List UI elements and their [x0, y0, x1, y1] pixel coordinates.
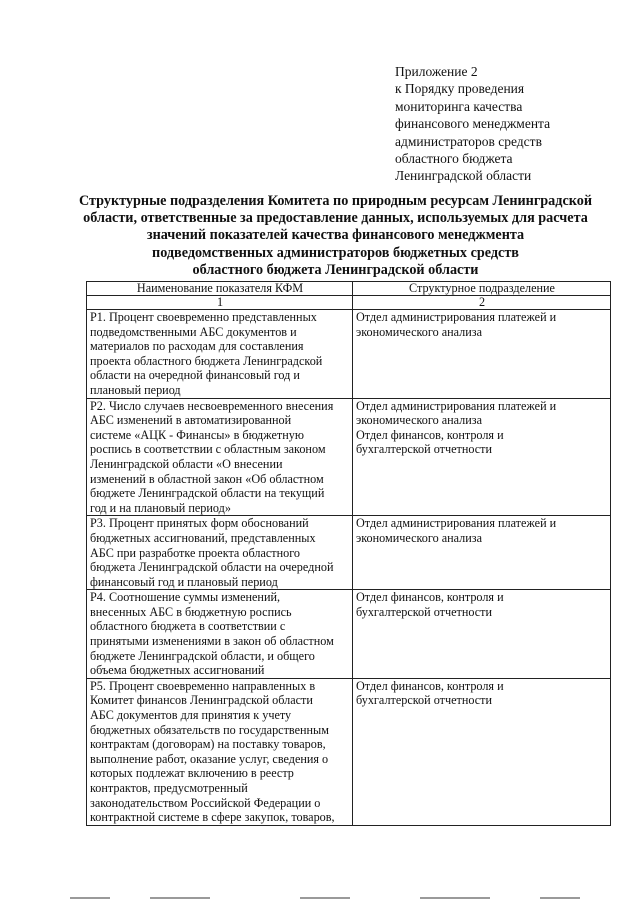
table-row: [87, 590, 611, 679]
scan-edge-marks: [0, 893, 640, 905]
scan-mark: [150, 897, 210, 899]
column-number-row: [87, 296, 611, 310]
table-row: [87, 398, 611, 516]
unit-cell: Отдел администрирования платежей и экономического анализа: [353, 310, 611, 399]
appendix-reference: Приложение 2 к Порядку проведения мониторинга качества финансового менеджмента администраторов средств областного бюджета Ленинградской области: [395, 64, 551, 184]
document-title: Структурные подразделения Комитета по природным ресурсам Ленинградской области, ответственные за предоставление данных, используемых для расчета значений показателей качества финансового менеджмента подведомственных администраторов бюджетных средств областного бюджета Ленинградской области: [78, 193, 593, 278]
scan-mark: [540, 897, 580, 899]
unit-cell: Отдел финансов, контроля и бухгалтерской отчетности: [353, 678, 611, 825]
scan-mark: [300, 897, 350, 899]
table-row: [87, 678, 611, 825]
column-header-unit: Структурное подразделение: [353, 282, 611, 296]
scan-mark: [70, 897, 110, 899]
indicator-cell: Р3. Процент принятых форм обоснований бюджетных ассигнований, представленных АБС при разработке проекта областного бюджета Ленинградской области на очередной финансовый год и плановый период: [87, 516, 353, 590]
responsibility-table: [86, 281, 611, 826]
indicator-cell: Р5. Процент своевременно направленных в Комитет финансов Ленинградской области АБС документов для принятия к учету бюджетных обязательств по государственным контрактам (договорам) на поставку товаров, выполнение работ, оказание услуг, сведения о которых подлежат включению в реестр контрактов, предусмотренный законодательством Российской Федерации о контрактной системе в сфере закупок, товаров,: [87, 678, 353, 825]
indicator-cell: Р2. Число случаев несвоевременного внесения АБС изменений в автоматизированной системе «АЦК - Финансы» в бюджетную роспись в соответствии с областным законом Ленинградской области «О внесении изменений в областной закон «Об областном бюджете Ленинградской области на текущий год и на плановый период»: [87, 398, 353, 516]
indicator-cell: Р4. Соотношение суммы изменений, внесенных АБС в бюджетную роспись областного бюджета в соответствии с принятыми изменениями в закон об областном бюджете Ленинградской области, и общего объема бюджетных ассигнований: [87, 590, 353, 679]
unit-cell: Отдел администрирования платежей и экономического анализа: [353, 516, 611, 590]
table-row: [87, 310, 611, 399]
column-header-indicator: Наименование показателя КФМ: [87, 282, 353, 296]
indicator-cell: Р1. Процент своевременно представленных подведомственными АБС документов и материалов по расходам для составления проекта областного бюджета Ленинградской области на очередной финансовый год и плановый период: [87, 310, 353, 399]
table-header-row: [87, 282, 611, 296]
column-number: 2: [353, 296, 611, 310]
column-number: 1: [87, 296, 353, 310]
scan-mark: [420, 897, 490, 899]
unit-cell: Отдел финансов, контроля и бухгалтерской отчетности: [353, 590, 611, 679]
unit-cell: Отдел администрирования платежей и экономического анализа Отдел финансов, контроля и бухгалтерской отчетности: [353, 398, 611, 516]
table-row: [87, 516, 611, 590]
